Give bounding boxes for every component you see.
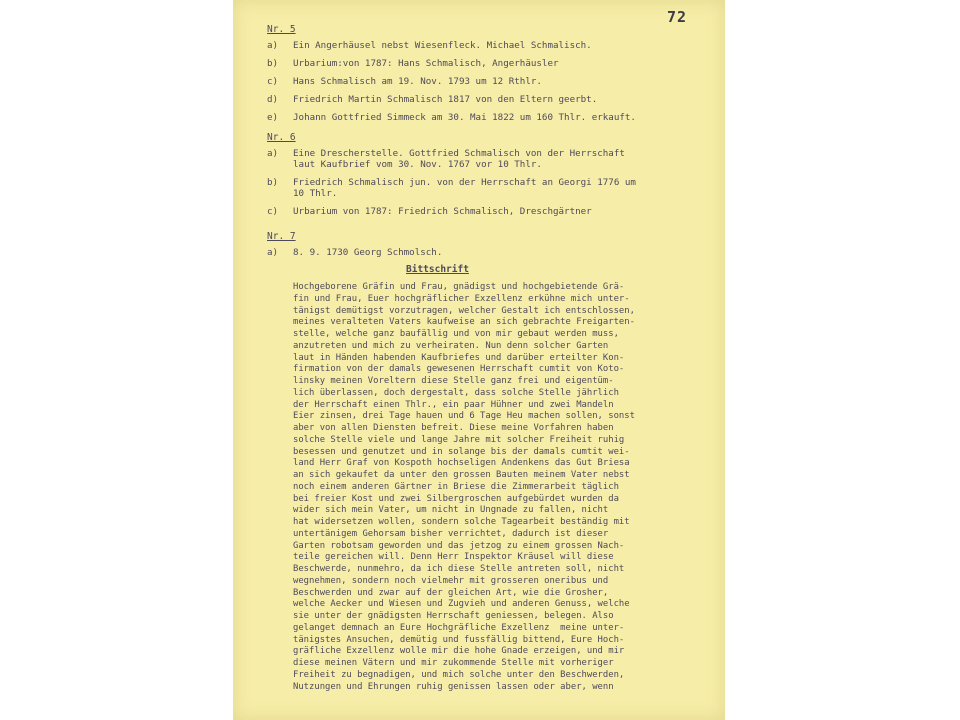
bittschrift-line: fin und Frau, Euer hochgräflicher Exzellenz erkühne mich unter- [293,293,630,304]
bittschrift-line: Eier zinsen, drei Tage hauen und 6 Tage Heu machen sollen, sonst [293,411,635,422]
entry-item [267,76,707,87]
bittschrift-line: besessen und genutzet und in solange bis der damals cumtit wei- [293,446,630,457]
bittschrift-line: Hochgeborene Gräfin und Frau, gnädigst und hochgebietende Grä- [293,282,625,292]
bittschrift-line: lich überlassen, doch dergestalt, dass solche Stelle jährlich [293,387,619,398]
bittschrift-line: anzutreten und mich zu verheiraten. Nun denn solcher Garten [293,340,609,351]
bittschrift-line: solche Stelle viele und lange Jahre mit solcher Freiheit ruhig [293,434,625,445]
bittschrift-line: Garten robotsam geworden und das jetzog zu einem grossen Nach- [293,540,625,551]
bittschrift-line: meines veralteten Vaters kaufweise an sich gebrachte Freigarten- [293,317,635,328]
document-page [233,0,725,720]
entry-text: Friedrich Martin Schmalisch 1817 von den Eltern geerbt. [293,94,598,105]
bittschrift-line: tänigstes Ansuchen, demütig und fussfällig bittend, Eure Hoch- [293,634,625,645]
entry-text: Hans Schmalisch am 19. Nov. 1793 um 12 Rthlr. [293,76,542,87]
entry-letter: c) [267,76,279,87]
entry-text: Johann Gottfried Simmeck am 30. Mai 1822 um 160 Thlr. erkauft. [293,112,636,123]
entry-item [267,58,707,69]
entry-letter: b) [267,177,279,188]
bittschrift-line: teile gereichen will. Denn Herr Inspektor Kräusel will diese [293,552,614,563]
bittschrift-line: Beschwerde, nunmehro, da ich diese Stelle antreten soll, nicht [293,564,625,574]
bittschrift-line: gelanget demnach an Eure Hochgräfliche Exzellenz meine unter- [293,622,625,633]
bittschrift-line: aber von allen Diensten befreit. Diese meine Vorfahren haben [293,423,614,433]
section-title: Nr. 6 [267,132,296,143]
entry-item [267,206,707,217]
bittschrift-line: der Herrschaft einen Thlr., ein paar Hühner und zwei Mandeln [293,399,614,410]
entry-text: 8. 9. 1730 Georg Schmolsch. [293,247,443,258]
entry-letter: a) [267,40,279,51]
entry-item [267,112,707,123]
bittschrift-line: welche Aecker und Wiesen und Zugvieh und anderen Genuss, welche [293,599,630,610]
entry-item [267,177,707,199]
entry-item [267,40,707,51]
entry-letter: a) [267,148,279,159]
entry-text: Urbarium:von 1787: Hans Schmalisch, Angerhäusler [293,58,559,69]
bittschrift-line: wegnehmen, sondern noch vielmehr mit grosseren oneribus und [293,575,609,586]
bittschrift-line: land Herr Graf von Kospoth hochseligen Andenkens das Gut Briesa [293,458,630,469]
bittschrift-line: Freiheit zu begnadigen, und mich solche unter den Beschwerden, [293,669,625,680]
bittschrift-title: Bittschrift [406,264,469,275]
entry-letter: c) [267,206,279,217]
bittschrift-line: Beschwerden und zwar auf der gleichen Art, wie die Grosher, [293,587,609,598]
bittschrift-line: bei freier Kost und zwei Silbergroschen aufgebürdet wurden da [293,493,619,504]
entry-item [267,247,707,258]
bittschrift-line: wider sich mein Vater, um nicht in Ungnade zu fallen, nicht [293,505,609,516]
bittschrift-line: gräfliche Exzellenz wolle mir die hohe Gnade erzeigen, und mir [293,646,625,657]
entry-text: Urbarium von 1787: Friedrich Schmalisch, Dreschgärtner [293,206,592,217]
bittschrift-line: an sich gekaufet da unter den grossen Bauten meinem Vater nebst [293,470,630,480]
bittschrift-line: sie unter der gnädigsten Herrschaft geniessen, belegen. Also [293,611,614,621]
bittschrift-line: Nutzungen und Ehrungen ruhig genissen lassen oder aber, wenn [293,681,614,692]
entry-letter: b) [267,58,279,69]
entry-item [267,148,707,170]
bittschrift-line: linsky meinen Voreltern diese Stelle ganz frei und eigentüm- [293,376,614,386]
bittschrift-line: tänigst demütigst vorzutragen, welcher Gestalt ich entschlossen, [293,305,635,316]
entry-letter: d) [267,94,279,105]
entry-text: Ein Angerhäusel nebst Wiesenfleck. Michael Schmalisch. [293,40,592,51]
section-nr-7 [267,231,707,265]
entry-text: Friedrich Schmalisch jun. von der Herrschaft an Georgi 1776 um 10 Thlr. [293,177,636,199]
bittschrift-line: untertänigem Gehorsam bisher verrichtet, dadurch ist dieser [293,528,609,539]
bittschrift-body [293,282,711,693]
bittschrift-line: noch einem anderen Gärtner in Briese die Zimmerarbeit täglich [293,481,619,492]
bittschrift-line: firmation von der damals gewesenen Herrschaft cumtit von Koto- [293,364,625,375]
section-nr-6 [267,132,707,224]
entry-letter: e) [267,112,279,123]
section-title: Nr. 5 [267,24,296,35]
page-number: 72 [667,8,688,26]
bittschrift-line: hat widersetzen wollen, sondern solche Tagearbeit beständig mit [293,517,630,527]
entry-item [267,94,707,105]
bittschrift-line: diese meinen Vätern und mir zukommende Stelle mit vorheriger [293,658,614,668]
bittschrift-line: stelle, welche ganz baufällig und von mir gebaut werden muss, [293,329,619,339]
bittschrift-line: laut in Händen habenden Kaufbriefes und darüber erteilter Kon- [293,352,625,363]
section-title: Nr. 7 [267,231,296,242]
entry-letter: a) [267,247,279,258]
entry-text: Eine Drescherstelle. Gottfried Schmalisch von der Herrschaft laut Kaufbrief vom 30. Nov. 1767 vor 10 Thlr. [293,148,625,170]
section-nr-5 [267,24,707,130]
